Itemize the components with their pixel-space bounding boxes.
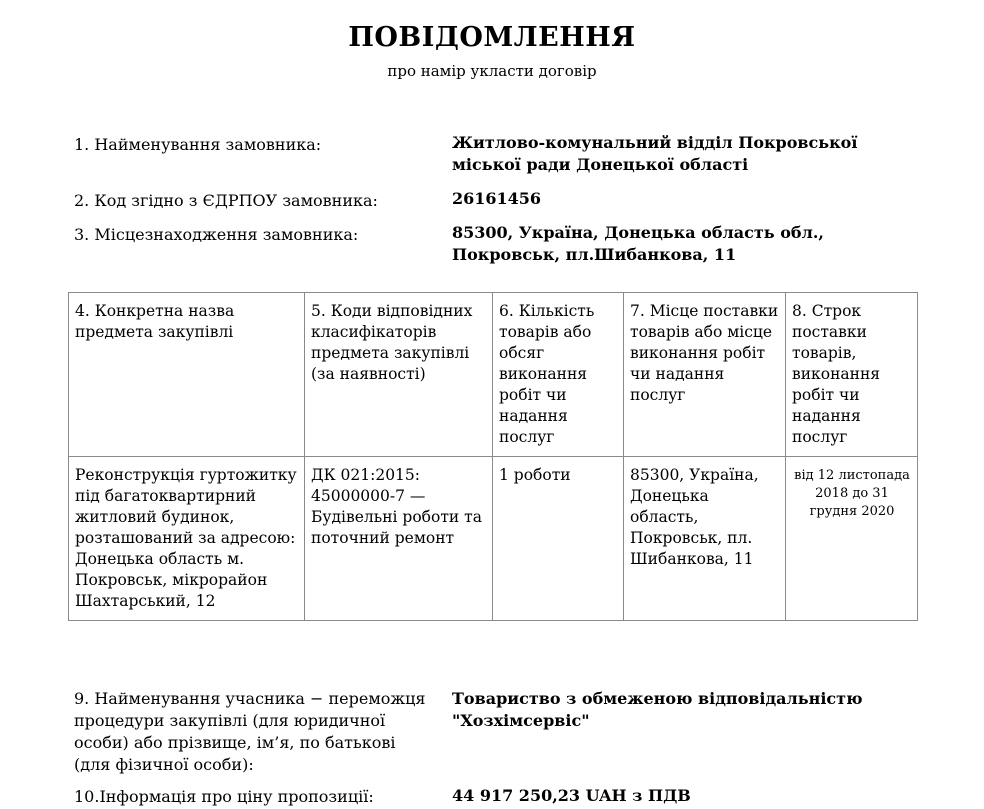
cell-classifier-codes: ДК 021:2015: 45000000-7 — Будівельні роботи та поточний ремонт [305, 457, 493, 621]
cell-quantity: 1 роботи [493, 457, 624, 621]
page-subtitle: про намір укласти договір [387, 62, 597, 80]
winner-name [452, 688, 863, 732]
customer-location-line1: 85300, Україна, Донецька область обл., [452, 223, 824, 242]
customer-name-line1: Житлово-комунальний відділ Покровської [452, 133, 858, 152]
header-classifier-codes: 5. Коди відповідних класифікаторів предмета закупівлі (за наявності) [305, 293, 493, 457]
customer-name-value [452, 132, 857, 176]
winner-name-line1: Товариство з обмеженою відповідальністю [452, 689, 863, 708]
customer-code-label: 2. Код згідно з ЄДРПОУ замовника: [74, 191, 378, 210]
customer-name-label: 1. Найменування замовника: [74, 135, 322, 154]
customer-code-value: 26161456 [452, 189, 542, 208]
cell-delivery-place: 85300, Україна, Донецька область, Покровськ, пл. Шибанкова, 11 [624, 457, 786, 621]
customer-location-value [452, 222, 824, 266]
cell-delivery-term: від 12 листопада 2018 до 31 грудня 2020 [786, 457, 918, 621]
page-title: ПОВІДОМЛЕННЯ [348, 22, 636, 53]
winner-name-line2: "Хозхімсервіс" [452, 711, 590, 730]
header-item-name: 4. Конкретна назва предмета закупівлі [69, 293, 305, 457]
header-quantity: 6. Кількість товарів або обсяг виконання робіт чи надання послуг [493, 293, 624, 457]
winner-label: 9. Найменування учасника − переможця процедури закупівлі (для юридичної особи) або прізвище, ім’я, по батькові (для фізичної особи): [74, 689, 426, 774]
price-label: 10.Інформація про ціну пропозиції: [74, 787, 374, 806]
customer-name-line2: міської ради Донецької області [452, 155, 749, 174]
price-value: 44 917 250,23 UAH з ПДВ [452, 786, 691, 805]
procurement-table [68, 292, 918, 621]
header-delivery-term: 8. Строк поставки товарів, виконання робіт чи надання послуг [786, 293, 918, 457]
table-row [69, 457, 918, 621]
customer-location-label: 3. Місцезнаходження замовника: [74, 225, 359, 244]
cell-item-name: Реконструкція гуртожитку під багатоквартирний житловий будинок, розташований за адресою: Донецька область м. Покровськ, мікрорайон Шахтарський, 12 [69, 457, 305, 621]
customer-location-line2: Покровськ, пл.Шибанкова, 11 [452, 245, 737, 264]
table-header-row [69, 293, 918, 457]
header-delivery-place: 7. Місце поставки товарів або місце виконання робіт чи надання послуг [624, 293, 786, 457]
